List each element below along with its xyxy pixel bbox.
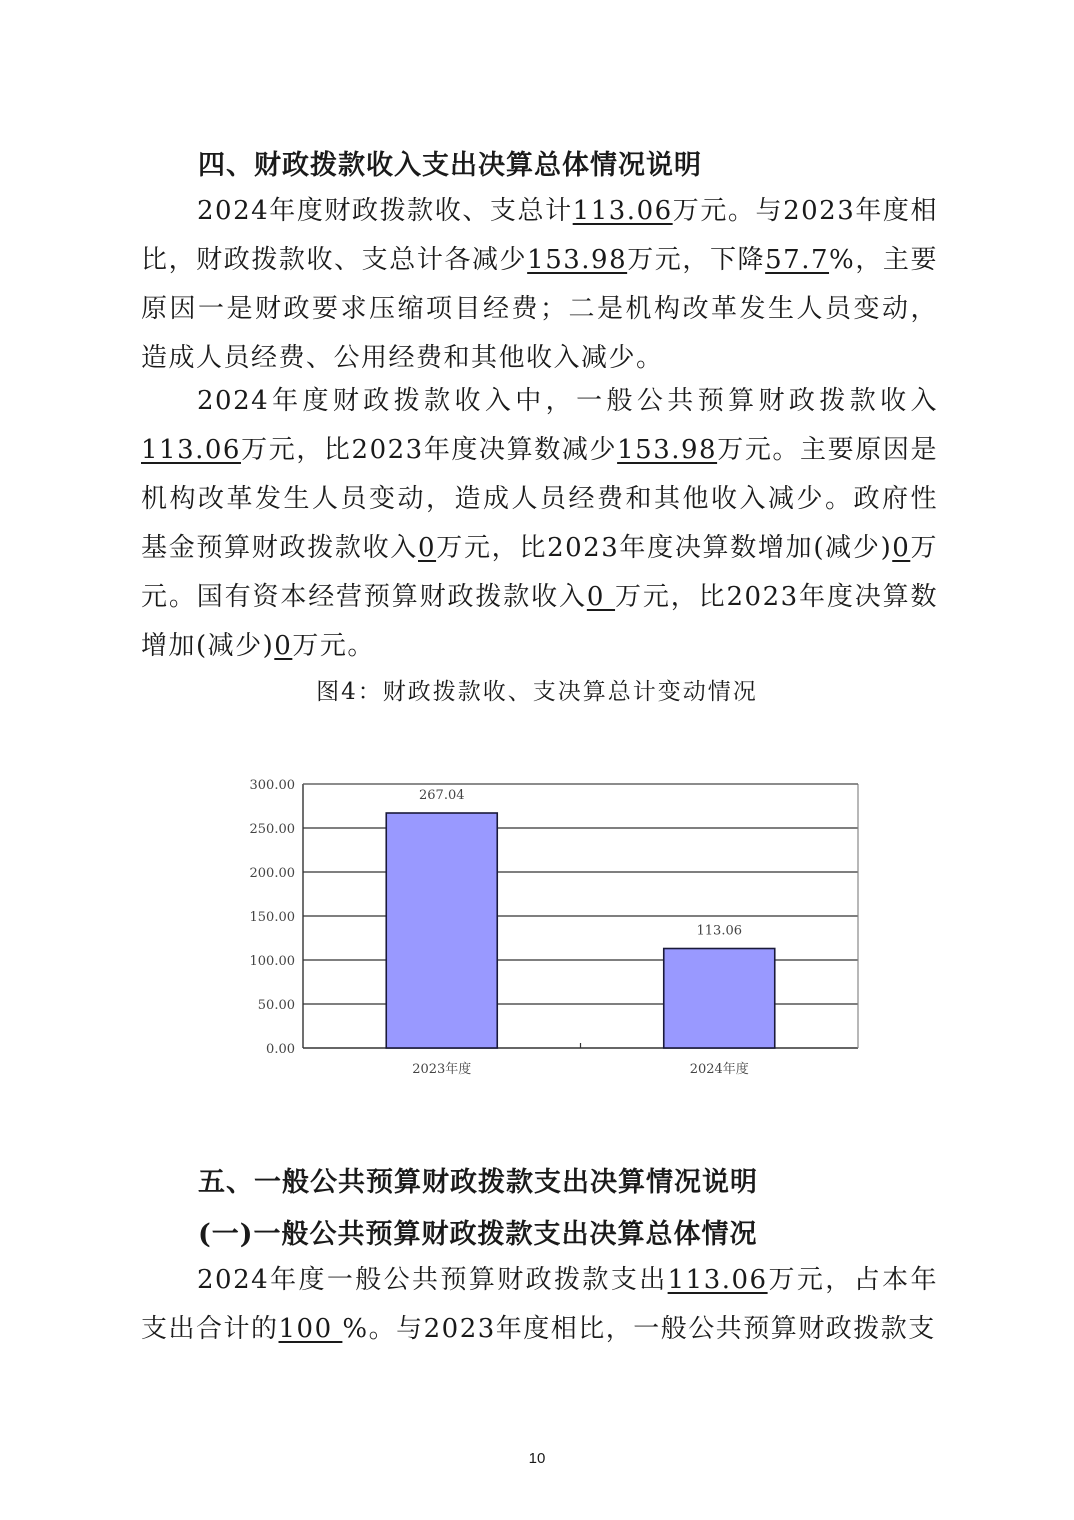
section-5-paragraph-1 — [141, 1256, 938, 1354]
text-run: 万元。 — [292, 631, 375, 661]
underlined-value: 100 — [278, 1314, 343, 1344]
y-tick-label: 0.00 — [266, 1042, 295, 1057]
data-label: 267.04 — [419, 788, 465, 804]
x-category-label: 2024年度 — [689, 1062, 749, 1077]
text-run: 万元，占本年支出合计的 — [141, 1265, 938, 1344]
text-run: 万元，比2023年度决算数增加(减少) — [436, 533, 893, 563]
underlined-value: 153.98 — [617, 435, 718, 465]
section-5-subheading: (一)一般公共预算财政拨款支出决算总体情况 — [198, 1219, 758, 1250]
text-run: %，主要原因一是财政要求压缩项目经费；二是机构改革发生人员变动，造成人员经费、公用经费和其他收入减少。 — [141, 245, 938, 373]
section-4-heading: 四、财政拨款收入支出决算总体情况说明 — [198, 150, 702, 181]
y-tick-label: 200.00 — [249, 866, 295, 881]
underlined-value: 0 — [274, 631, 293, 661]
text-run: 2024年度财政拨款收入中，一般公共预算财政拨款收入 — [197, 386, 938, 416]
underlined-value: 0 — [892, 533, 911, 563]
underlined-value: 0 — [418, 533, 437, 563]
section-4-paragraph-2 — [141, 377, 938, 671]
text-run: 万元，下降 — [627, 245, 766, 275]
underlined-value: 57.7 — [765, 245, 830, 275]
underlined-value: 153.98 — [527, 245, 628, 275]
x-category-label: 2023年度 — [412, 1062, 472, 1077]
data-label: 113.06 — [696, 923, 742, 939]
underlined-value: 0 — [586, 582, 616, 612]
text-run: 万元。主要原因是机构改革发生人员变动，造成人员经费和其他收入减少。政府性基金预算财政拨款收入 — [141, 435, 938, 563]
section-5-heading: 五、一般公共预算财政拨款支出决算情况说明 — [198, 1167, 758, 1198]
page-number: 10 — [528, 1450, 546, 1467]
y-tick-label: 250.00 — [249, 822, 295, 837]
text-run: 万元，比2023年度决算数增加(减少) — [141, 582, 939, 661]
figure-caption: 图4：财政拨款收、支决算总计变动情况 — [316, 679, 758, 705]
y-tick-label: 150.00 — [249, 910, 295, 925]
underlined-value: 113.06 — [141, 435, 241, 465]
text-run: 万元。与2023年度相比，财政拨款收、支总计各减少 — [141, 196, 938, 275]
y-tick-label: 300.00 — [249, 778, 295, 793]
y-tick-label: 50.00 — [257, 998, 295, 1013]
underlined-value: 113.06 — [667, 1265, 768, 1295]
underlined-value: 113.06 — [572, 196, 673, 226]
text-run: 2024年度一般公共预算财政拨款支出 — [197, 1265, 668, 1295]
bar-2024年度 — [664, 949, 775, 1048]
text-run: %。与2023年度相比，一般公共预算财政拨款支 — [342, 1314, 936, 1344]
bar-chart — [230, 765, 870, 1095]
text-run: 万元，比2023年度决算数减少 — [240, 435, 618, 465]
y-tick-label: 100.00 — [249, 954, 295, 969]
section-4-paragraph-1 — [141, 187, 938, 383]
bar-2023年度 — [386, 813, 497, 1048]
text-run: 万元。国有资本经营预算财政拨款收入 — [141, 533, 938, 612]
text-run: 2024年度财政拨款收、支总计 — [197, 196, 573, 226]
